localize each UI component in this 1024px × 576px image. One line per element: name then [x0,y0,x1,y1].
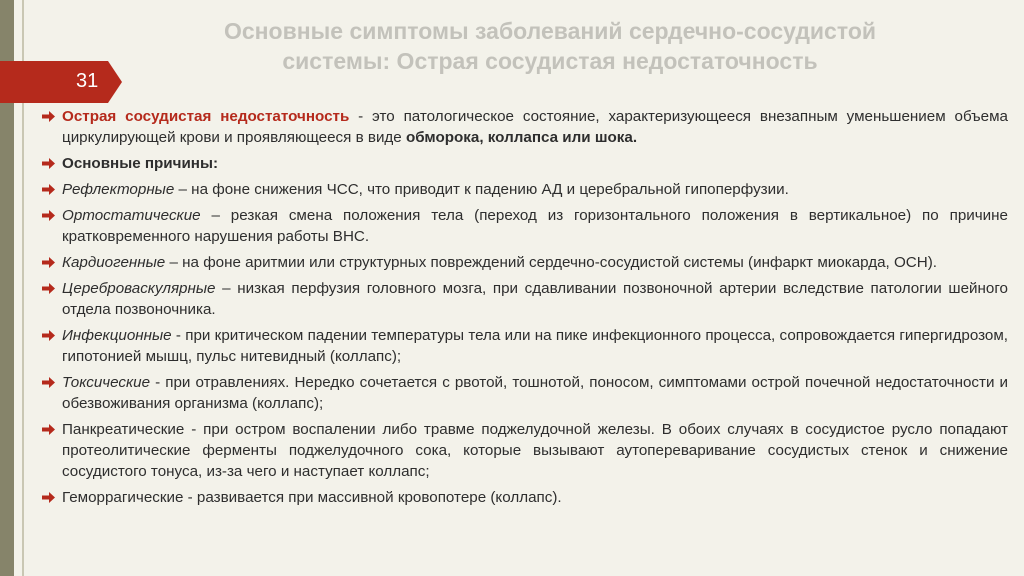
cause-term: Токсические [62,374,151,391]
arrow-bullet-icon [42,492,55,503]
causes-heading: Основные причины: [62,155,218,172]
cause-text: Геморрагические - развивается при массивной кровопотере (коллапс). [62,489,562,506]
arrow-bullet-icon [42,257,55,268]
list-item [42,372,1008,414]
cause-text: – низкая перфузия головного мозга, при сдавливании позвоночной артерии вследствие патологии шейного отдела позвоночника. [62,280,1008,318]
list-item [42,252,1008,273]
arrow-bullet-icon [42,377,55,388]
cause-text: Панкреатические - при остром воспалении либо травме поджелудочной железы. В обоих случаях в сосудистое русло попадают протеолитические ферменты поджелудочного сока, которые вызывают аутопереваривание сосудистых стенок и снижение сосудистого тонуса, из-за чего и наступает коллапс; [62,421,1008,480]
list-item [42,106,1008,148]
definition-text: - это патологическое состояние, характеризующееся внезапным уменьшением объема циркулирующей крови и проявляющееся в виде [62,108,1008,146]
definition-term: Острая сосудистая недостаточность [62,108,350,125]
arrow-bullet-icon [42,330,55,341]
badge-arrow-shape [0,61,122,103]
arrow-bullet-icon [42,424,55,435]
list-item [42,325,1008,367]
list-item [42,419,1008,482]
slide-number-badge [0,61,122,103]
list-item [42,278,1008,320]
slide-title [150,16,950,76]
list-item [42,179,1008,200]
content-list [42,106,1008,513]
cause-term: Кардиогенные [62,254,166,271]
title-line-1: Основные симптомы заболеваний сердечно-сосудистой [223,18,877,44]
cause-text: – на фоне аритмии или структурных повреждений сердечно-сосудистой системы (инфаркт миокарда, ОСН). [165,254,938,271]
list-item [42,205,1008,247]
cause-text: - при отравлениях. Нередко сочетается с рвотой, тошнотой, поносом, симптомами острой почечной недостаточности и обезвоживания организма (коллапс); [62,374,1008,412]
cause-text: - при критическом падении температуры тела или на пике инфекционного процесса, сопровождается гипергидрозом, гипотонией мышц, пульс нитевидный (коллапс); [62,327,1008,365]
cause-term: Цереброваскулярные [62,280,216,297]
slide-number: 31 [76,70,99,92]
cause-text: – на фоне снижения ЧСС, что приводит к падению АД и церебральной гипоперфузии. [174,181,789,198]
arrow-bullet-icon [42,111,55,122]
arrow-bullet-icon [42,184,55,195]
arrow-bullet-icon [42,210,55,221]
arrow-bullet-icon [42,158,55,169]
title-line-2: системы: Острая сосудистая недостаточность [282,48,818,74]
cause-term: Ортостатические [62,207,201,224]
list-item [42,487,1008,508]
cause-term: Рефлекторные [62,181,175,198]
cause-term: Инфекционные [62,327,172,344]
cause-text: – резкая смена положения тела (переход из горизонтального положения в вертикальное) по причине кратковременного нарушения работы ВНС. [62,207,1008,245]
arrow-bullet-icon [42,283,55,294]
definition-bold-tail: обморока, коллапса или шока. [405,129,638,146]
list-item [42,153,1008,174]
